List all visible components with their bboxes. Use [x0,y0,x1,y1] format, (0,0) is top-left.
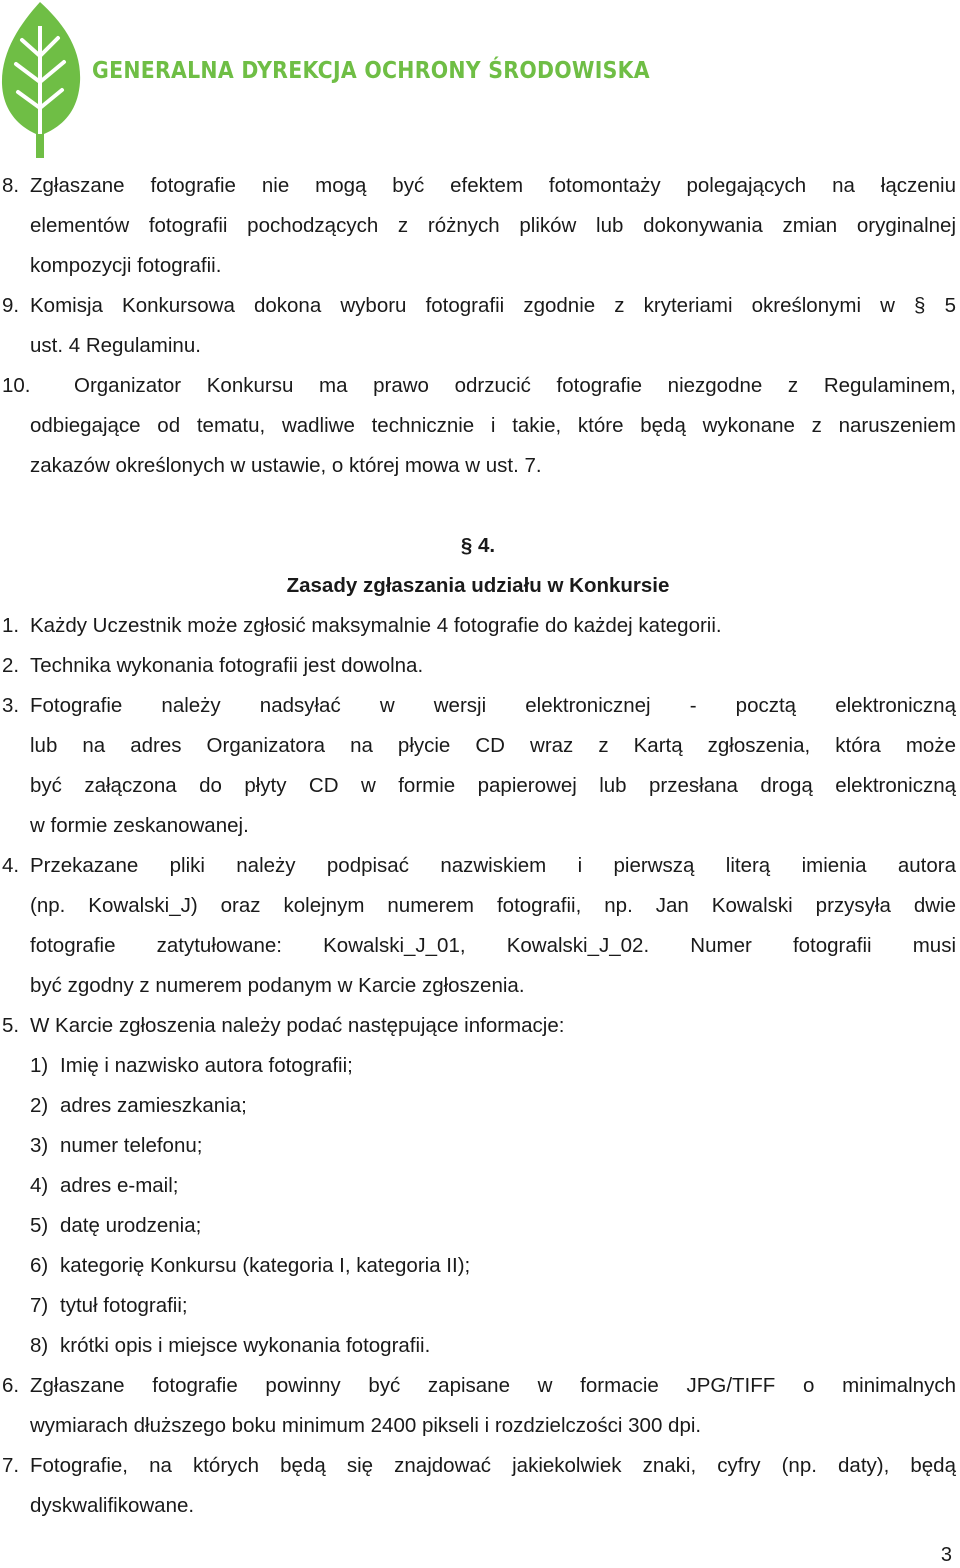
paragraph-line: Technika wykonania fotografii jest dowolna. [30,654,424,677]
list-item: Imię i nazwisko autora fotografii; [60,1054,353,1077]
sub-item-number: 4) [30,1174,49,1197]
list-item: krótki opis i miejsce wykonania fotografii. [60,1334,431,1357]
paragraph-line: Zgłaszane fotografie powinny być zapisane w formacie JPG/TIFF o minimalnych [30,1374,956,1397]
paragraph-line: Fotografie należy nadsyłać w wersji elektronicznej - pocztą elektroniczną [30,694,956,717]
item-number: 4. [2,854,20,877]
item-number: 1. [2,614,20,637]
paragraph-line: Zgłaszane fotografie nie mogą być efektem fotomontaży polegających na łączeniu [30,174,956,197]
paragraph-line: W Karcie zgłoszenia należy podać następujące informacje: [30,1014,565,1037]
sub-item-number: 1) [30,1054,49,1077]
paragraph-line: Komisja Konkursowa dokona wyboru fotografii zgodnie z kryteriami określonymi w § 5 [30,294,956,317]
item-number: 8. [2,174,20,197]
paragraph-line: elementów fotografii pochodzących z różnych plików lub dokonywania zmian oryginalnej [30,214,956,237]
sub-item-number: 3) [30,1134,49,1157]
paragraph-line: fotografie zatytułowane: Kowalski_J_01, Kowalski_J_02. Numer fotografii musi [30,934,956,957]
paragraph-line: odbiegające od tematu, wadliwe technicznie i takie, które będą wykonane z naruszeniem [30,414,956,437]
item-number: 10. [2,374,31,397]
sub-item-number: 8) [30,1334,49,1357]
list-item: datę urodzenia; [60,1214,202,1237]
paragraph-line: dyskwalifikowane. [30,1494,195,1517]
list-item: tytuł fotografii; [60,1294,188,1317]
paragraph-line: wymiarach dłuższego boku minimum 2400 pikseli i rozdzielczości 300 dpi. [30,1414,702,1437]
paragraph-line: (np. Kowalski_J) oraz kolejnym numerem fotografii, np. Jan Kowalski przysyła dwie [30,894,956,917]
paragraph-line: w formie zeskanowanej. [30,814,249,837]
paragraph-line: Organizator Konkursu ma prawo odrzucić fotografie niezgodne z Regulaminem, [74,374,956,397]
paragraph-line: Każdy Uczestnik może zgłosić maksymalnie 4 fotografie do każdej kategorii. [30,614,722,637]
sub-item-number: 5) [30,1214,49,1237]
leaf-logo-icon [0,0,84,160]
paragraph-line: być załączona do płyty CD w formie papierowej lub przesłana drogą elektroniczną [30,774,956,797]
item-number: 3. [2,694,20,717]
organization-name: GENERALNA DYREKCJA OCHRONY ŚRODOWISKA [92,58,650,84]
section-title: Zasady zgłaszania udziału w Konkursie [286,574,670,597]
paragraph-line: ust. 4 Regulaminu. [30,334,201,357]
item-number: 2. [2,654,20,677]
item-number: 7. [2,1454,20,1477]
sub-item-number: 7) [30,1294,49,1317]
page-number: 3 [940,1544,952,1566]
page-header [0,0,960,160]
paragraph-line: Przekazane pliki należy podpisać nazwiskiem i pierwszą literą imienia autora [30,854,956,877]
paragraph-line: być zgodny z numerem podanym w Karcie zgłoszenia. [30,974,525,997]
paragraph-line: kompozycji fotografii. [30,254,222,277]
list-item: numer telefonu; [60,1134,203,1157]
sub-item-number: 6) [30,1254,49,1277]
paragraph-line: zakazów określonych w ustawie, o której mowa w ust. 7. [30,454,542,477]
paragraph-line: Fotografie, na których będą się znajdować jakiekolwiek znaki, cyfry (np. daty), będą [30,1454,956,1477]
paragraph-line: lub na adres Organizatora na płycie CD wraz z Kartą zgłoszenia, która może [30,734,956,757]
section-number: § 4. [460,534,496,557]
item-number: 5. [2,1014,20,1037]
item-number: 6. [2,1374,20,1397]
list-item: adres zamieszkania; [60,1094,247,1117]
item-number: 9. [2,294,20,317]
sub-item-number: 2) [30,1094,49,1117]
list-item: adres e-mail; [60,1174,179,1197]
list-item: kategorię Konkursu (kategoria I, kategoria II); [60,1254,471,1277]
